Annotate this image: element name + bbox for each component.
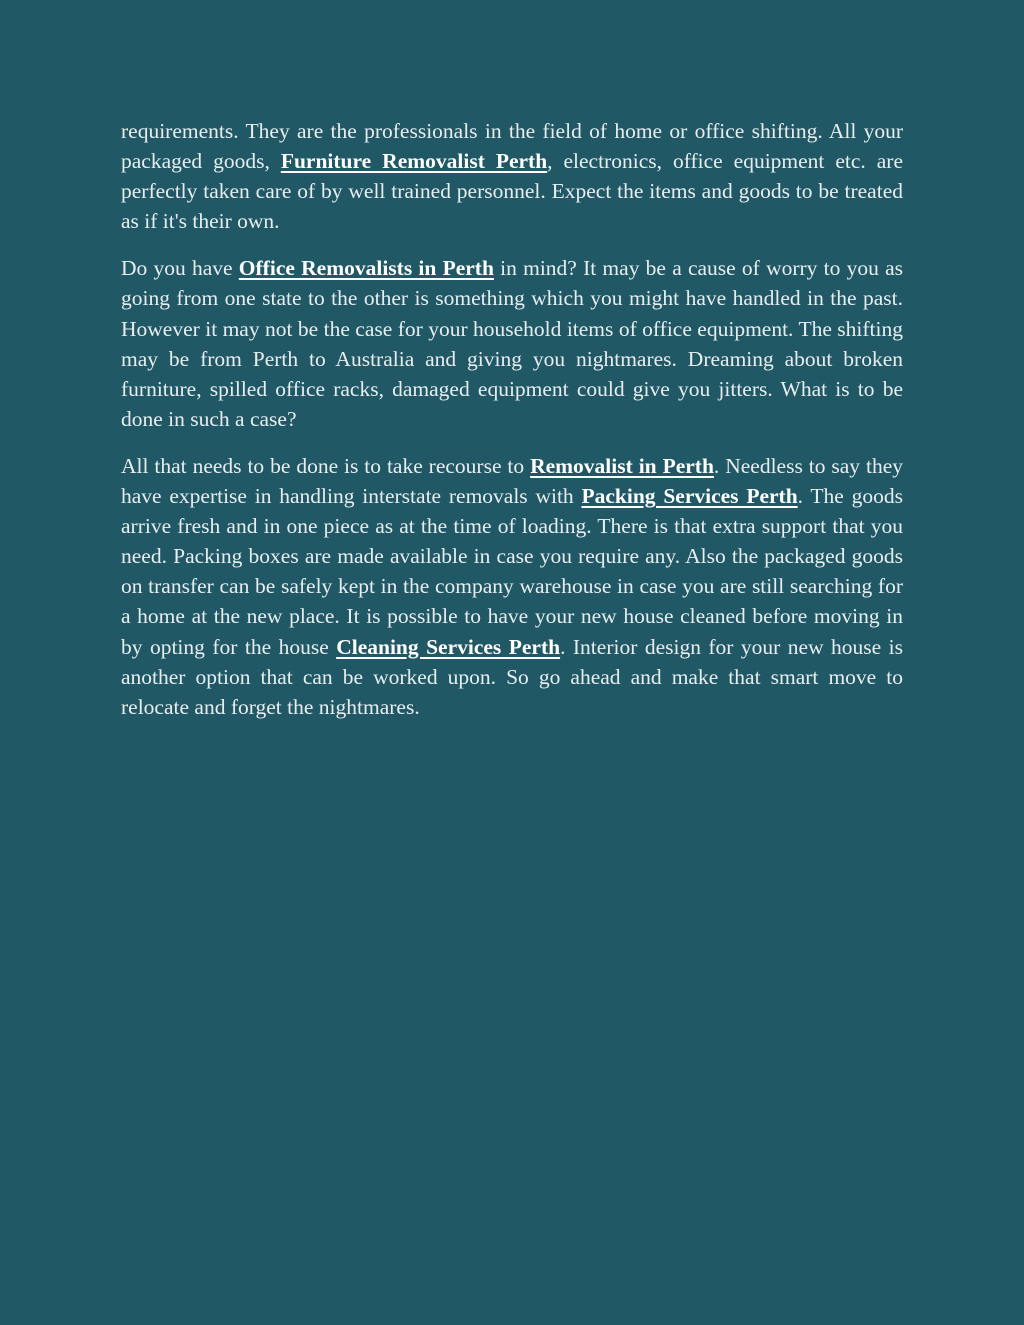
paragraph-3-text-b: . Needless to say they have expertise in handling interstate removals with — [121, 453, 903, 509]
paragraph-2-text-b: in mind? It may be a cause of worry to you as going from one state to the other is something which you might have handled in the past. However it may not be the case for your household items of office equipment. The shifting may be from Perth to Australia and giving you nightmares. Dreaming about broken furniture, spilled office racks, damaged equipment could give you jitters. What is to be done in such a case? — [121, 256, 903, 431]
paragraph-3 — [121, 451, 903, 722]
office-removalists-perth-link[interactable]: Office Removalists in Perth — [238, 256, 494, 281]
paragraph-1 — [121, 116, 903, 236]
paragraph-2 — [121, 253, 903, 434]
paragraph-2-text-a: Do you have — [121, 256, 239, 281]
removalist-in-perth-link[interactable]: Removalist in Perth — [530, 453, 714, 478]
article-body — [121, 116, 903, 739]
paragraph-1-text-b: , electronics, office equipment etc. are perfectly taken care of by well trained personnel. Expect the items and goods to be treated as if it's their own. — [121, 149, 903, 234]
cleaning-services-perth-link[interactable]: Cleaning Services Perth — [336, 634, 561, 659]
paragraph-3-text-d: . Interior design for your new house is another option that can be worked upon. So go ahead and make that smart move to relocate and forget the nightmares. — [121, 634, 903, 719]
furniture-removalist-perth-link[interactable]: Furniture Removalist Perth — [280, 149, 548, 174]
paragraph-3-text-a: All that needs to be done is to take recourse to — [121, 453, 531, 478]
paragraph-1-text-a: requirements. They are the professionals in the field of home or office shifting. All your packaged goods, — [121, 119, 903, 174]
packing-services-perth-link[interactable]: Packing Services Perth — [581, 484, 798, 509]
paragraph-3-text-c: . The goods arrive fresh and in one piece as at the time of loading. There is that extra support that you need. Packing boxes are made available in case you require any. Also the packaged goods on transfer can be safely kept in the company warehouse in case you are still searching for a home at the new place. It is possible to have your new house cleaned before moving in by opting for the house — [121, 484, 904, 659]
